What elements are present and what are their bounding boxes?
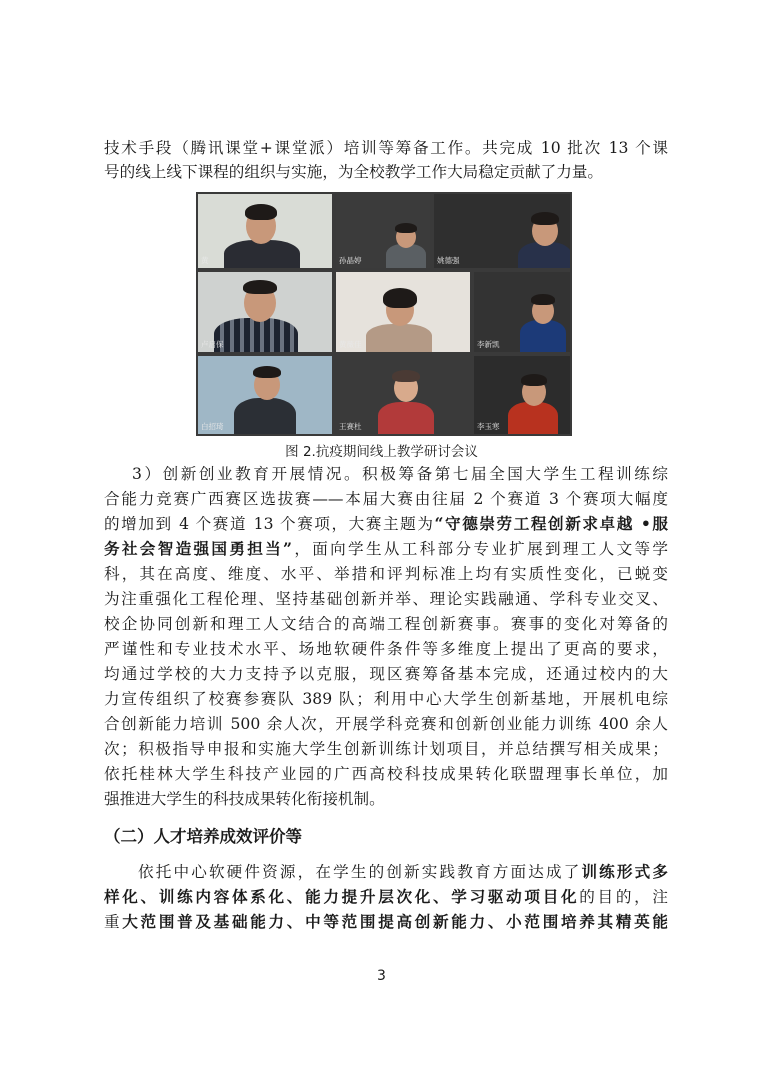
participant-tile: 李新凯: [474, 272, 570, 352]
participant-tile: 王赛杜: [336, 356, 470, 434]
section3-line-4: 务社会智造强国勇担当”，面向学生从工科部分专业扩展到理工人文等学: [104, 539, 668, 558]
participant-tile: 黄薇佳: [336, 272, 470, 352]
participant-tile: 黄: [198, 194, 332, 268]
intro-line-2: 号的线上线下课程的组织与实施，为全校教学工作大局稳定贡献了力量。: [104, 163, 604, 181]
participant-tile: 白招琦: [198, 356, 332, 434]
section3-line-6: 为注重强化工程伦理、坚持基础创新并举、理论实践融通、学科专业交叉、: [104, 590, 668, 608]
closing-line-1: 依托中心软硬件资源，在学生的创新实践教育方面达成了训练形式多: [138, 862, 668, 881]
figure-caption: 图 2.抗疫期间线上教学研讨会议: [285, 444, 478, 460]
participant-tile: 姚德强: [434, 194, 570, 268]
section3-line-8: 严谨性和专业技术水平、场地软硬件条件等多维度上提出了更高的要求，: [104, 640, 668, 658]
section3-line-1: 3）创新创业教育开展情况。积极筹备第七届全国大学生工程训练综: [132, 465, 668, 483]
section3-line-2: 合能力竞赛广西赛区选拔赛——本届大赛由往届 2 个赛道 3 个赛项大幅度: [104, 490, 668, 508]
meeting-screenshot: [196, 192, 572, 436]
section3-line-12: 次；积极指导申报和实施大学生创新训练计划项目，并总结撰写相关成果；: [104, 740, 668, 758]
closing-line-2: 样化、训练内容体系化、能力提升层次化、学习驱动项目化的目的，注: [104, 887, 668, 906]
intro-line-1: 技术手段（腾讯课堂+课堂派）培训等筹备工作。共完成 10 批次 13 个课: [104, 139, 668, 157]
section3-line-3: 的增加到 4 个赛道 13 个赛项，大赛主题为“守德崇劳工程创新求卓越 •服: [104, 514, 668, 533]
section3-line-7: 校企协同创新和理工人文结合的高端工程创新赛事。赛事的变化对筹备的: [104, 615, 668, 633]
page-number: 3: [377, 968, 386, 984]
section-heading: （二）人才培养成效评价等: [104, 827, 302, 846]
section3-line-14: 强推进大学生的科技成果转化衔接机制。: [104, 790, 385, 808]
participant-tile: 李玉寒: [474, 356, 570, 434]
participant-tile: 卢启保: [198, 272, 332, 352]
section3-line-11: 合创新能力培训 500 余人次，开展学科竞赛和创新创业能力训练 400 余人: [104, 715, 668, 733]
section3-line-9: 均通过学校的大力支持予以克服，现区赛筹备基本完成，还通过校内的大: [104, 665, 668, 683]
closing-line-3: 重大范围普及基础能力、中等范围提高创新能力、小范围培养其精英能: [104, 912, 668, 931]
section3-line-10: 力宣传组织了校赛参赛队 389 队；利用中心大学生创新基地，开展机电综: [104, 690, 668, 708]
participant-tile: 孙晶婷: [336, 194, 430, 268]
section3-line-5: 科，其在高度、维度、水平、举措和评判标准上均有实质性变化，已蜕变: [104, 565, 668, 583]
section3-line-13: 依托桂林大学生科技产业园的广西高校科技成果转化联盟理事长单位，加: [104, 765, 668, 783]
